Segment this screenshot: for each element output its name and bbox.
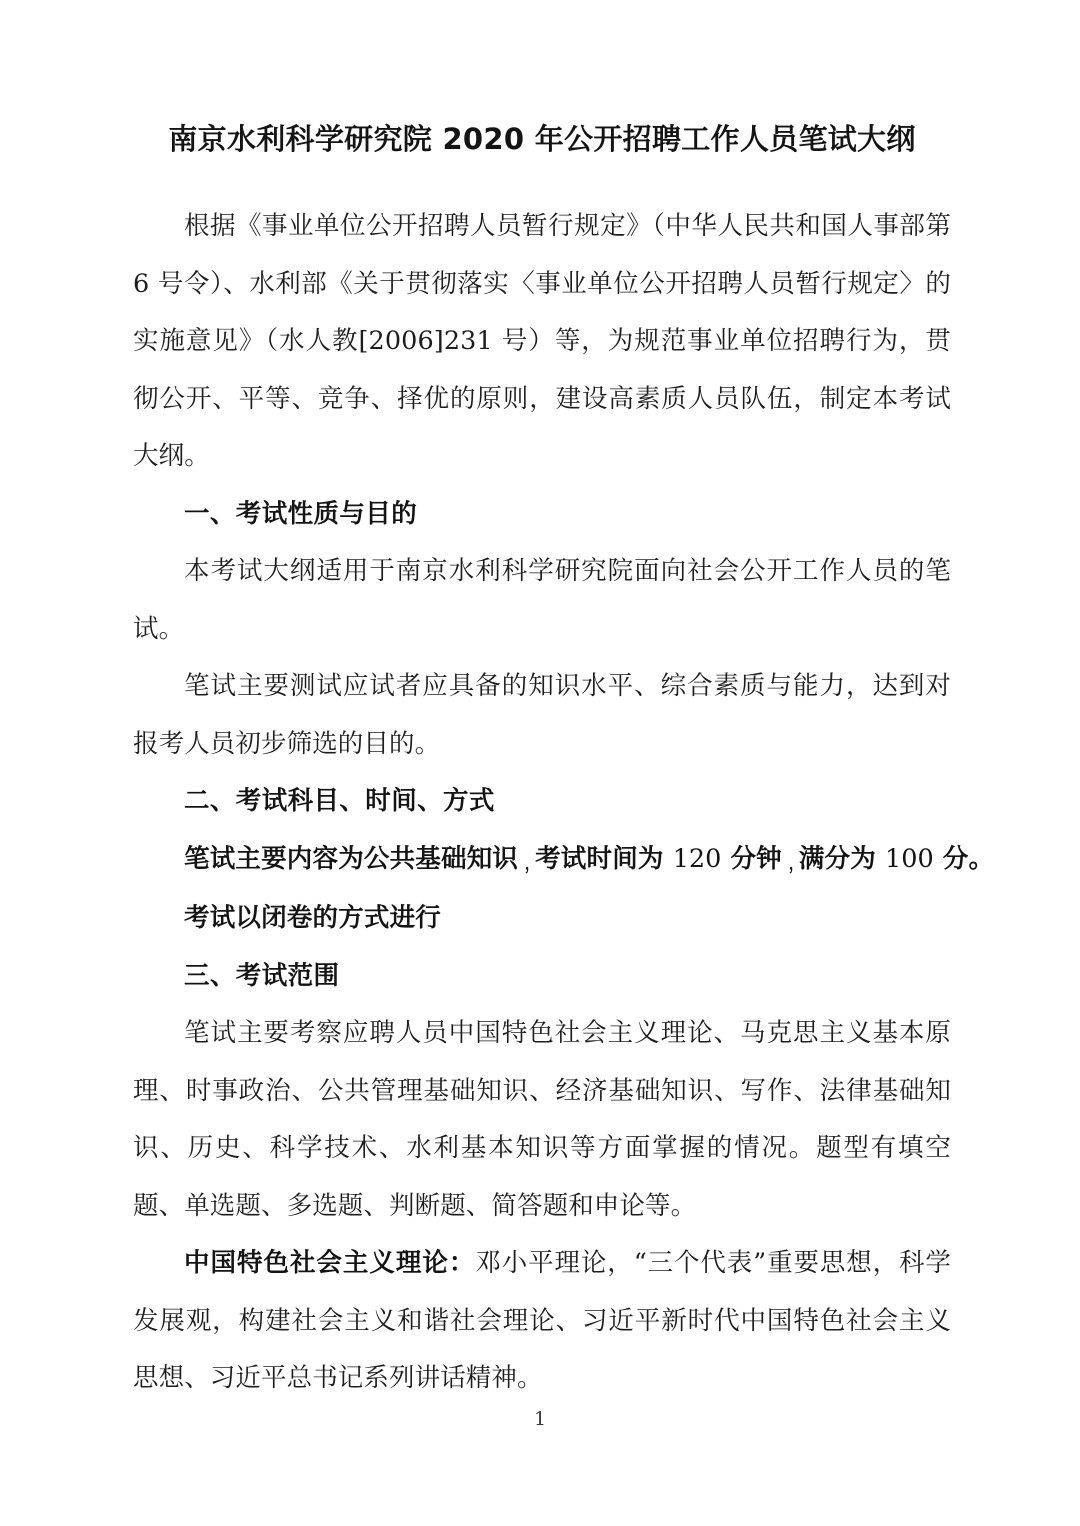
section-heading-2: 二、考试科目、时间、方式 xyxy=(184,786,495,816)
exam-score-label: 满分为 xyxy=(798,843,876,874)
exam-score-value: 100 xyxy=(885,843,934,874)
page-title: 南京水利科学研究院 2020 年公开招聘工作人员笔试大纲 xyxy=(168,122,916,156)
section-heading-1: 一、考试性质与目的 xyxy=(184,498,418,529)
document-body xyxy=(133,0,995,1408)
section-heading-3: 三、考试范围 xyxy=(184,960,340,991)
exam-duration-label: 考试时间为 xyxy=(535,843,664,874)
subsection-label: 中国特色社会主义理论 xyxy=(184,1248,449,1278)
page-number: 1 xyxy=(533,1408,547,1430)
preamble-paragraph: 根据《事业单位公开招聘人员暂行规定》（中华人民共和国人事部第 6 号令）、水利部《关于贯彻落实〈事业单位公开招聘人员暂行规定〉的实施意见》（水人教[2006]231 号）等，为规范事业单位招聘行为，贯彻公开、平等、竞争、择优的原则，建设高素质人员队伍，制定本考试大纲。 xyxy=(133,211,951,471)
exam-content-label: 笔试主要内容为公共基础知识 xyxy=(184,843,519,874)
section-1-paragraph-1: 本考试大纲适用于南京水利科学研究院面向社会公开工作人员的笔试。 xyxy=(133,556,951,644)
exam-score-unit: 分。 xyxy=(942,843,995,874)
section-1-paragraph-2: 笔试主要测试应试者应具备的知识水平、综合素质与能力，达到对报考人员初步筛选的目的。 xyxy=(133,671,951,759)
section-3-subsection-1 xyxy=(133,1235,951,1408)
section-2-line-2: 考试以闭卷的方式进行 xyxy=(184,903,442,933)
subsection-separator: ： xyxy=(448,1248,476,1278)
comma-2: ， xyxy=(788,851,803,874)
exam-duration-value: 120 xyxy=(672,843,722,874)
exam-duration-unit: 分钟 xyxy=(730,843,782,874)
subsection-body: 邓小平理论，“三个代表”重要思想，科学发展观，构建社会主义和谐社会理论、习近平新时代中国特色社会主义思想、习近平总书记系列讲话精神。 xyxy=(133,1248,951,1393)
comma-1: ， xyxy=(525,851,539,874)
section-3-paragraph-1: 笔试主要考察应聘人员中国特色社会主义理论、马克思主义基本原理、时事政治、公共管理基础知识、经济基础知识、写作、法律基础知识、历史、科学技术、水利基本知识等方面掌握的情况。题型有填空题、单选题、多选题、判断题、简答题和申论等。 xyxy=(133,1018,951,1221)
section-2-line-1 xyxy=(133,831,995,891)
